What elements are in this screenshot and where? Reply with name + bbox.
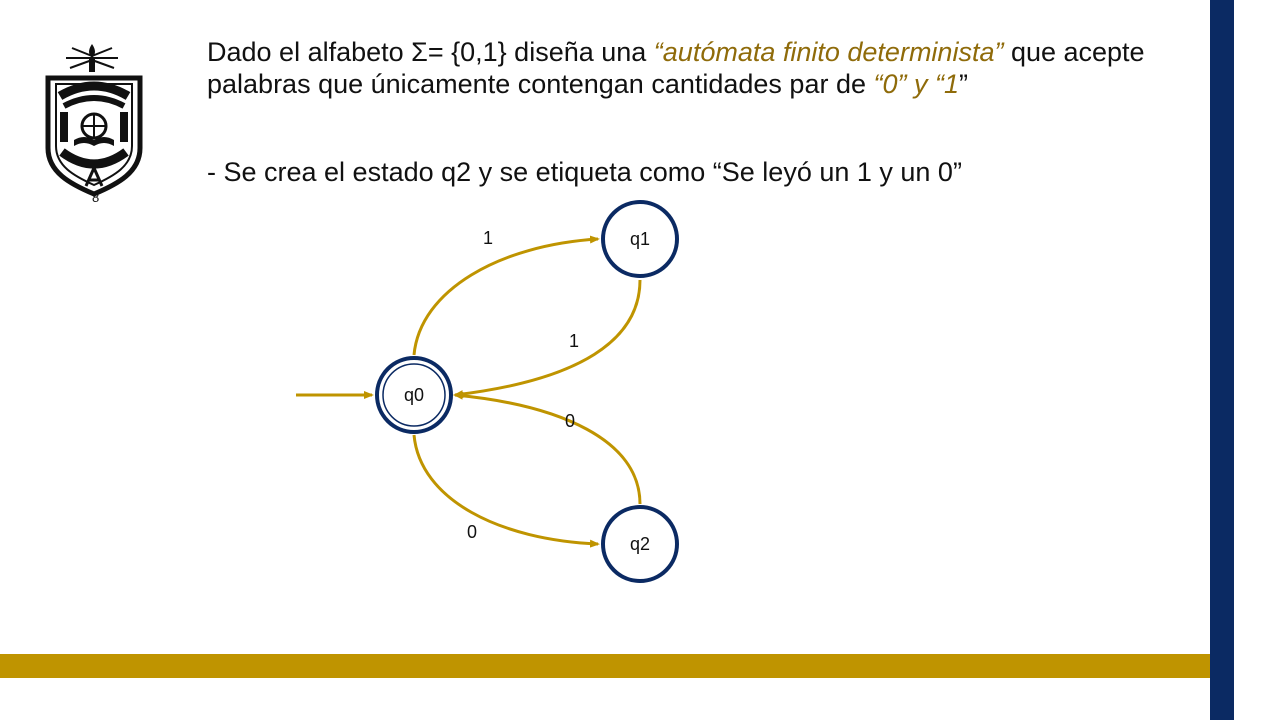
transition-q2-q0	[455, 395, 640, 504]
bottom-accent-bar	[0, 654, 1210, 678]
title-text-1: Dado el alfabeto Σ= {0,1} diseña una	[207, 37, 654, 67]
edge-label-q0-q2: 0	[467, 522, 478, 542]
edge-label-q1-q0: 1	[569, 331, 580, 351]
title-emphasis-2: “0” y “1	[873, 69, 959, 99]
edge-label-q0-q1: 1	[483, 228, 494, 248]
state-label-q1: q1	[629, 229, 651, 249]
state-label-q2: q2	[629, 534, 651, 554]
transition-q0-q2	[414, 435, 598, 544]
state-label-q0: q0	[403, 385, 425, 405]
bullet-point: - Se crea el estado q2 y se etiqueta como “Se leyó un 1 y un 0”	[207, 157, 962, 187]
title-text-3: ”	[959, 69, 968, 99]
right-accent-bar	[1210, 0, 1234, 720]
edge-label-q2-q0: 0	[565, 411, 576, 431]
state-q2	[603, 507, 677, 581]
title-emphasis-1: “autómata finito determinista”	[653, 37, 1004, 67]
title-text-2: que acepte palabras que únicamente contengan cantidades par de	[207, 37, 1145, 99]
logo-small-text: 8	[92, 190, 100, 205]
state-q0	[377, 358, 451, 432]
transition-q1-q0	[455, 280, 640, 395]
state-q1	[603, 202, 677, 276]
